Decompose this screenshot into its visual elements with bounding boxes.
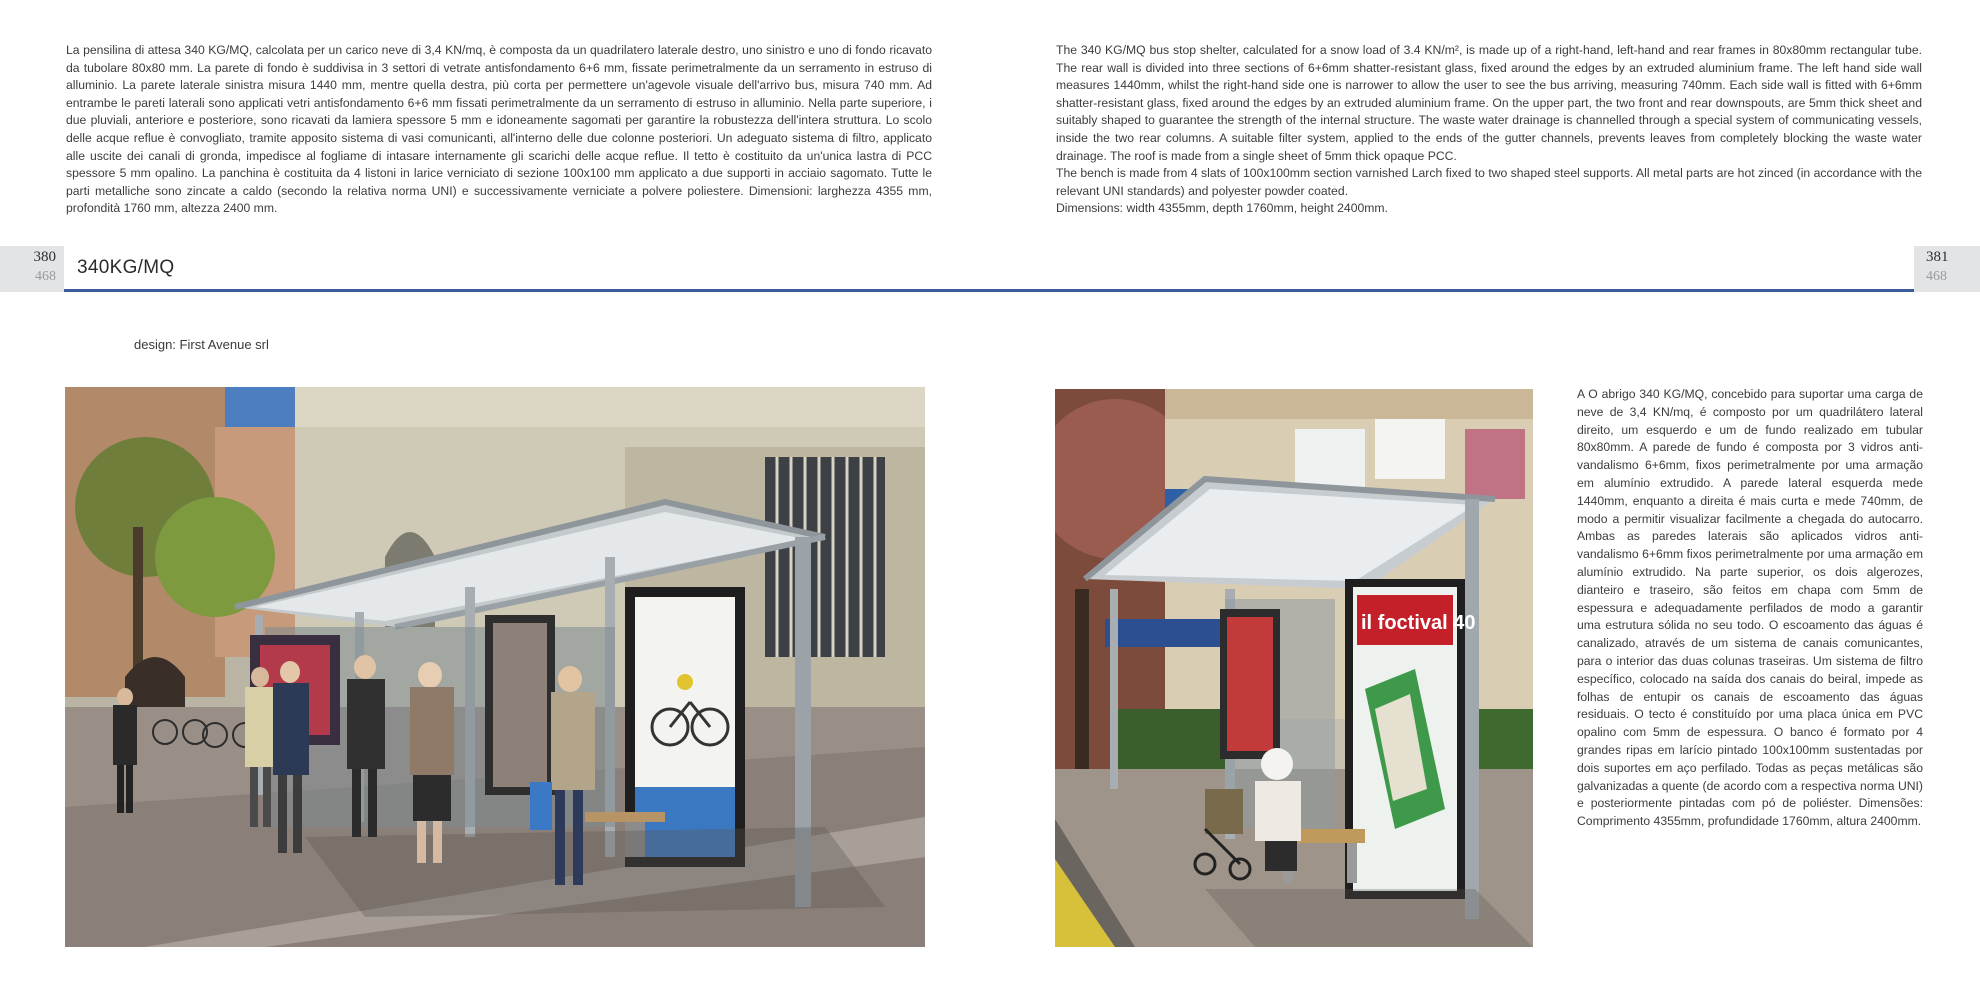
english-paragraph-bench: The bench is made from 4 slats of 100x100mm section varnished Larch fixed to two shaped steel supports. All metal parts are hot zinced (in accordance with the relevant UNI standards) and polyester powder coated. bbox=[1056, 166, 1922, 198]
left-page-number-box bbox=[0, 246, 64, 292]
shelter-photo-plaza-image bbox=[65, 387, 925, 947]
poster-brand-text: il foctival 40 bbox=[1361, 612, 1476, 634]
shelter-photo-street-image bbox=[1055, 389, 1533, 947]
right-page-total: 468 bbox=[1926, 269, 1947, 284]
right-page-number: 381 bbox=[1926, 249, 1949, 265]
english-paragraph-dimensions: Dimensions: width 4355mm, depth 1760mm, height 2400mm. bbox=[1056, 201, 1388, 216]
english-description bbox=[1056, 42, 1922, 218]
left-page-total: 468 bbox=[35, 269, 56, 284]
designer-credit: design: First Avenue srl bbox=[134, 337, 269, 352]
italian-description: La pensilina di attesa 340 KG/MQ, calcolata per un carico neve di 3,4 KN/mq, è composta da un quadrilatero laterale destro, uno sinistro e uno di fondo ricavato da tubolare 80x80 mm. La parete di fondo è suddivisa in 3 settori di vetrate antisfondamento 6+6 mm, fissate perimetralmente da un serramento in estruso di alluminio. La parete laterale sinistra misura 1440 mm, mentre quella destra, più corta per permettere un'agevole visuale dell'arrivo bus, misura 740 mm. Ad entrambe le pareti laterali sono applicati vetri antisfondamento 6+6 mm fissati perimetralmente da un serramento di estruso in alluminio. Nella parte superiore, i due pluviali, anteriore e posteriore, sono ricavati da lamiera spessore 5 mm e idoneamente sagomati per garantire la robustezza dell'intera struttura. Lo scolo delle acque reflue è convogliato, tramite apposito sistema di vasi comunicanti, all'interno delle due colonne posteriori. Un adeguato sistema di filtro, applicato alle uscite dei canali di gronda, impedisce al fogliame di intasare internamente gli scarichi delle acque reflue. Il tetto è costituito da un'unica lastra di PCC spessore 5 mm opalino. La panchina è costituita da 4 listoni in larice verniciato di sezione 100x100 mm applicato a due supporti in acciaio sagomato. Tutte le parti metalliche sono zincate a caldo (secondo la relativa norma UNI) e successivamente verniciate a polvere poliestere. Dimensioni: larghezza 4355 mm, profondità 1760 mm, altezza 2400 mm. bbox=[66, 43, 932, 216]
portuguese-description: A O abrigo 340 KG/MQ, concebido para suportar uma carga de neve de 3,4 KN/mq, é composto por um quadrilátero lateral direito, um esquerdo e um de fundo realizado em tubular 80x80mm. A parede de fundo é composta por 3 vidros anti-vandalismo 6+6mm, fixos perimetralmente por uma armação em alumínio extrudido. A parede lateral esquerda mede 1440mm, enquanto a direita é mais curta e mede 740mm, de modo a permitir visualizar facilmente a chegada do autocarro. Ambas as paredes laterais são aplicados vidros anti-vandalismo 6+6mm fixos perimetralmente por uma armação em alumínio extrudido. Na parte superior, os dois algerozes, dianteiro e traseiro, são feitos em chapa com 5mm de espessura e adequadamente perfilados de modo a garantir uma estrutura sólida no seu todo. O escoamento das águas é canalizado, através de um sistema de canais comunicantes, para o interior das duas colunas traseiras. Um sistema de filtro específico, colocado na saída dos canais do beiral, impede as folhas de entupir os canais de escoamento das águas residuais. O tecto é constituído por uma placa única em PVC opalino com 5mm de espessura. O banco é formato por 4 grandes ripas em larício pintado 100x100mm sustentadas por dois suportes em aço perfilado. Todas as peças metálicas são galvanizadas a quente (de acordo com a respectiva norma UNI) e posteriormente pintadas com pó de poliéster. Dimensões: Comprimento 4355mm, profundidade 1760mm, altura 2400mm. bbox=[1577, 387, 1923, 829]
right-page-number-box bbox=[1914, 246, 1980, 292]
english-paragraph-main: The 340 KG/MQ bus stop shelter, calculated for a snow load of 3.4 KN/m², is made up of a right-hand, left-hand and rear frames in 80x80mm rectangular tube. The rear wall is divided into three sections of 6+6mm shatter-resistant glass, fixed around the edges by an extruded aluminium frame. The left hand side wall measures 1440mm, whilst the right-hand side one is narrower to allow the user to see the bus arriving, measuring 740mm. Each side wall is fitted with 6+6mm shatter-resistant glass, fixed around the edges by an extruded aluminium frame. On the upper part, the two front and rear downspouts, are 5mm thick sheet and suitably shaped to guarantee the strength of the internal structure. The waste water drainage is channelled through a special system of communicating vessels, inside the two rear columns. A suitable filter system, applied to the ends of the gutter channels, prevents leaves from completely blocking the waste water drainage. The roof is made from a single sheet of 5mm thick opaque PCC. bbox=[1056, 43, 1922, 163]
shelter-photo-plaza bbox=[65, 387, 925, 947]
section-title: 340KG/MQ bbox=[77, 257, 175, 278]
header-rule bbox=[64, 289, 1914, 292]
shelter-photo-street bbox=[1055, 389, 1533, 947]
left-page-number: 380 bbox=[33, 249, 56, 265]
